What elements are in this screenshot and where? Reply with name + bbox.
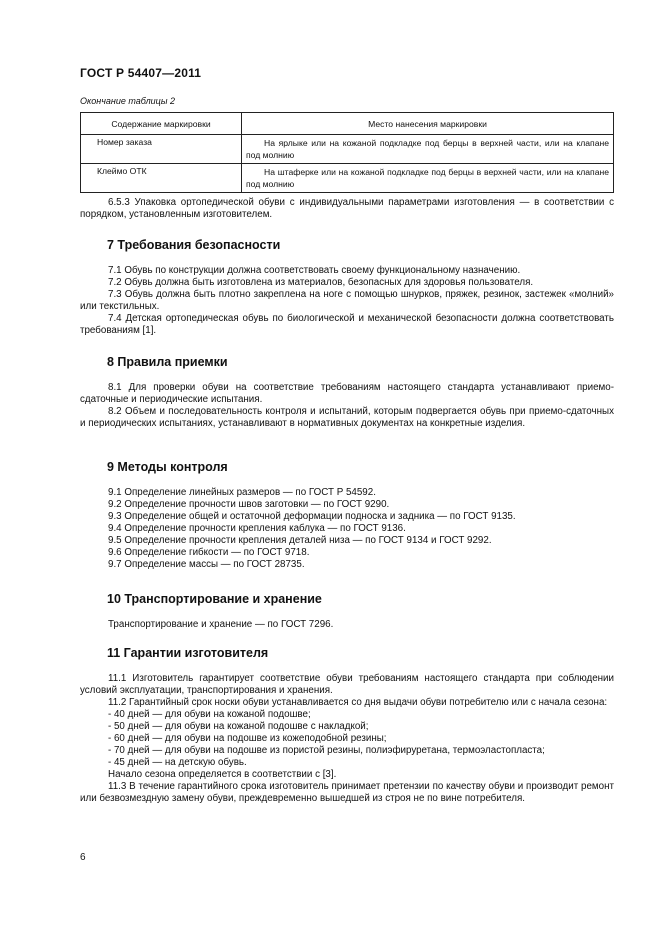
marking-table [80,112,614,193]
paragraph: 8.2 Объем и последовательность контроля и испытаний, которым подвергается обувь при приемо-сдаточных и периодических испытаниях, устанавливают в нормативных документах на конкретные изделия. [80,406,614,429]
list-item: - 60 дней — для обуви на подошве из кожеподобной резины; [108,733,387,744]
table-cell-place: На ярлыке или на кожаной подкладке под берцы в верхней части, или на клапане под молнию [242,135,614,164]
section-8-body [80,382,614,430]
paragraph: 11.1 Изготовитель гарантирует соответствие обуви требованиям настоящего стандарта при соблюдении условий эксплуатации, транспортирования и хранения. [80,673,614,696]
list-item: 9.1 Определение линейных размеров — по ГОСТ Р 54592. [108,487,376,498]
section-7-body [80,265,614,337]
list-item: 9.7 Определение массы — по ГОСТ 28735. [108,559,305,570]
paragraph: 7.2 Обувь должна быть изготовлена из материалов, безопасных для здоровья пользователя. [108,277,534,288]
list-item: 9.6 Определение гибкости — по ГОСТ 9718. [108,547,310,558]
table-row [81,164,614,193]
section-9-body [80,487,614,571]
list-item: - 50 дней — для обуви на кожаной подошве с накладкой; [108,721,369,732]
section-11-title: 11 Гарантии изготовителя [107,646,269,660]
table-header-row [81,113,614,135]
list-item: 9.5 Определение прочности крепления деталей низа — по ГОСТ 9134 и ГОСТ 9292. [108,535,492,546]
table-row [81,135,614,164]
list-item: - 45 дней — на детскую обувь. [108,757,247,768]
list-item: - 40 дней — для обуви на кожаной подошве; [108,709,311,720]
paragraph: 11.3 В течение гарантийного срока изготовитель принимает претензии по качеству обуви и производит ремонт или безвозмездную замену обуви, преждевременно вышедшей из строя не по вине потребителя. [80,781,614,804]
column-header-place: Место нанесения маркировки [242,113,614,135]
section-9-title: 9 Методы контроля [107,460,228,474]
list-item: 9.2 Определение прочности швов заготовки — по ГОСТ 9290. [108,499,390,510]
warranty-list [80,709,614,769]
list-item: 9.3 Определение общей и остаточной деформации подноска и задника — по ГОСТ 9135. [108,511,516,522]
section-10-title: 10 Транспортирование и хранение [107,592,322,606]
paragraph: 8.1 Для проверки обуви на соответствие требованиям настоящего стандарта устанавливают приемо-сдаточные и периодические испытания. [80,382,614,405]
paragraph: 7.3 Обувь должна быть плотно закреплена на ноге с помощью шнурков, пряжек, резинок, застежек «молний» или текстильных. [80,289,614,312]
list-item: - 70 дней — для обуви на подошве из пористой резины, полиэфируретана, термоэластопласта; [108,745,545,756]
paragraph: 7.4 Детская ортопедическая обувь по биологической и механической безопасности должна соответствовать требованиям [1]. [80,313,614,336]
table-caption: Окончание таблицы 2 [80,96,175,106]
column-header-content: Содержание маркировки [81,113,242,135]
paragraph: 11.2 Гарантийный срок носки обуви устанавливается со дня выдачи обуви потребителю или с начала сезона: [108,697,608,708]
list-item: 9.4 Определение прочности крепления каблука — по ГОСТ 9136. [108,523,406,534]
page-number: 6 [80,852,86,863]
section-11-body [80,673,614,805]
table-cell-content: Номер заказа [81,135,242,164]
table-cell-content: Клеймо ОТК [81,164,242,193]
paragraph-6-5-3: 6.5.3 Упаковка ортопедической обуви с индивидуальными параметрами изготовления — в соответствии с порядком, установленным изготовителем. [80,197,614,220]
document-code: ГОСТ Р 54407—2011 [80,66,202,80]
paragraph: 7.1 Обувь по конструкции должна соответствовать своему функциональному назначению. [108,265,521,276]
table-cell-place: На штаферке или на кожаной подкладке под берцы в верхней части, или на клапане под молнию [242,164,614,193]
paragraph: Начало сезона определяется в соответствии с [3]. [108,769,337,780]
section-7-title: 7 Требования безопасности [107,238,281,252]
section-8-title: 8 Правила приемки [107,355,228,369]
paragraph: Транспортирование и хранение — по ГОСТ 7296. [108,619,334,630]
section-10-body [80,619,614,631]
